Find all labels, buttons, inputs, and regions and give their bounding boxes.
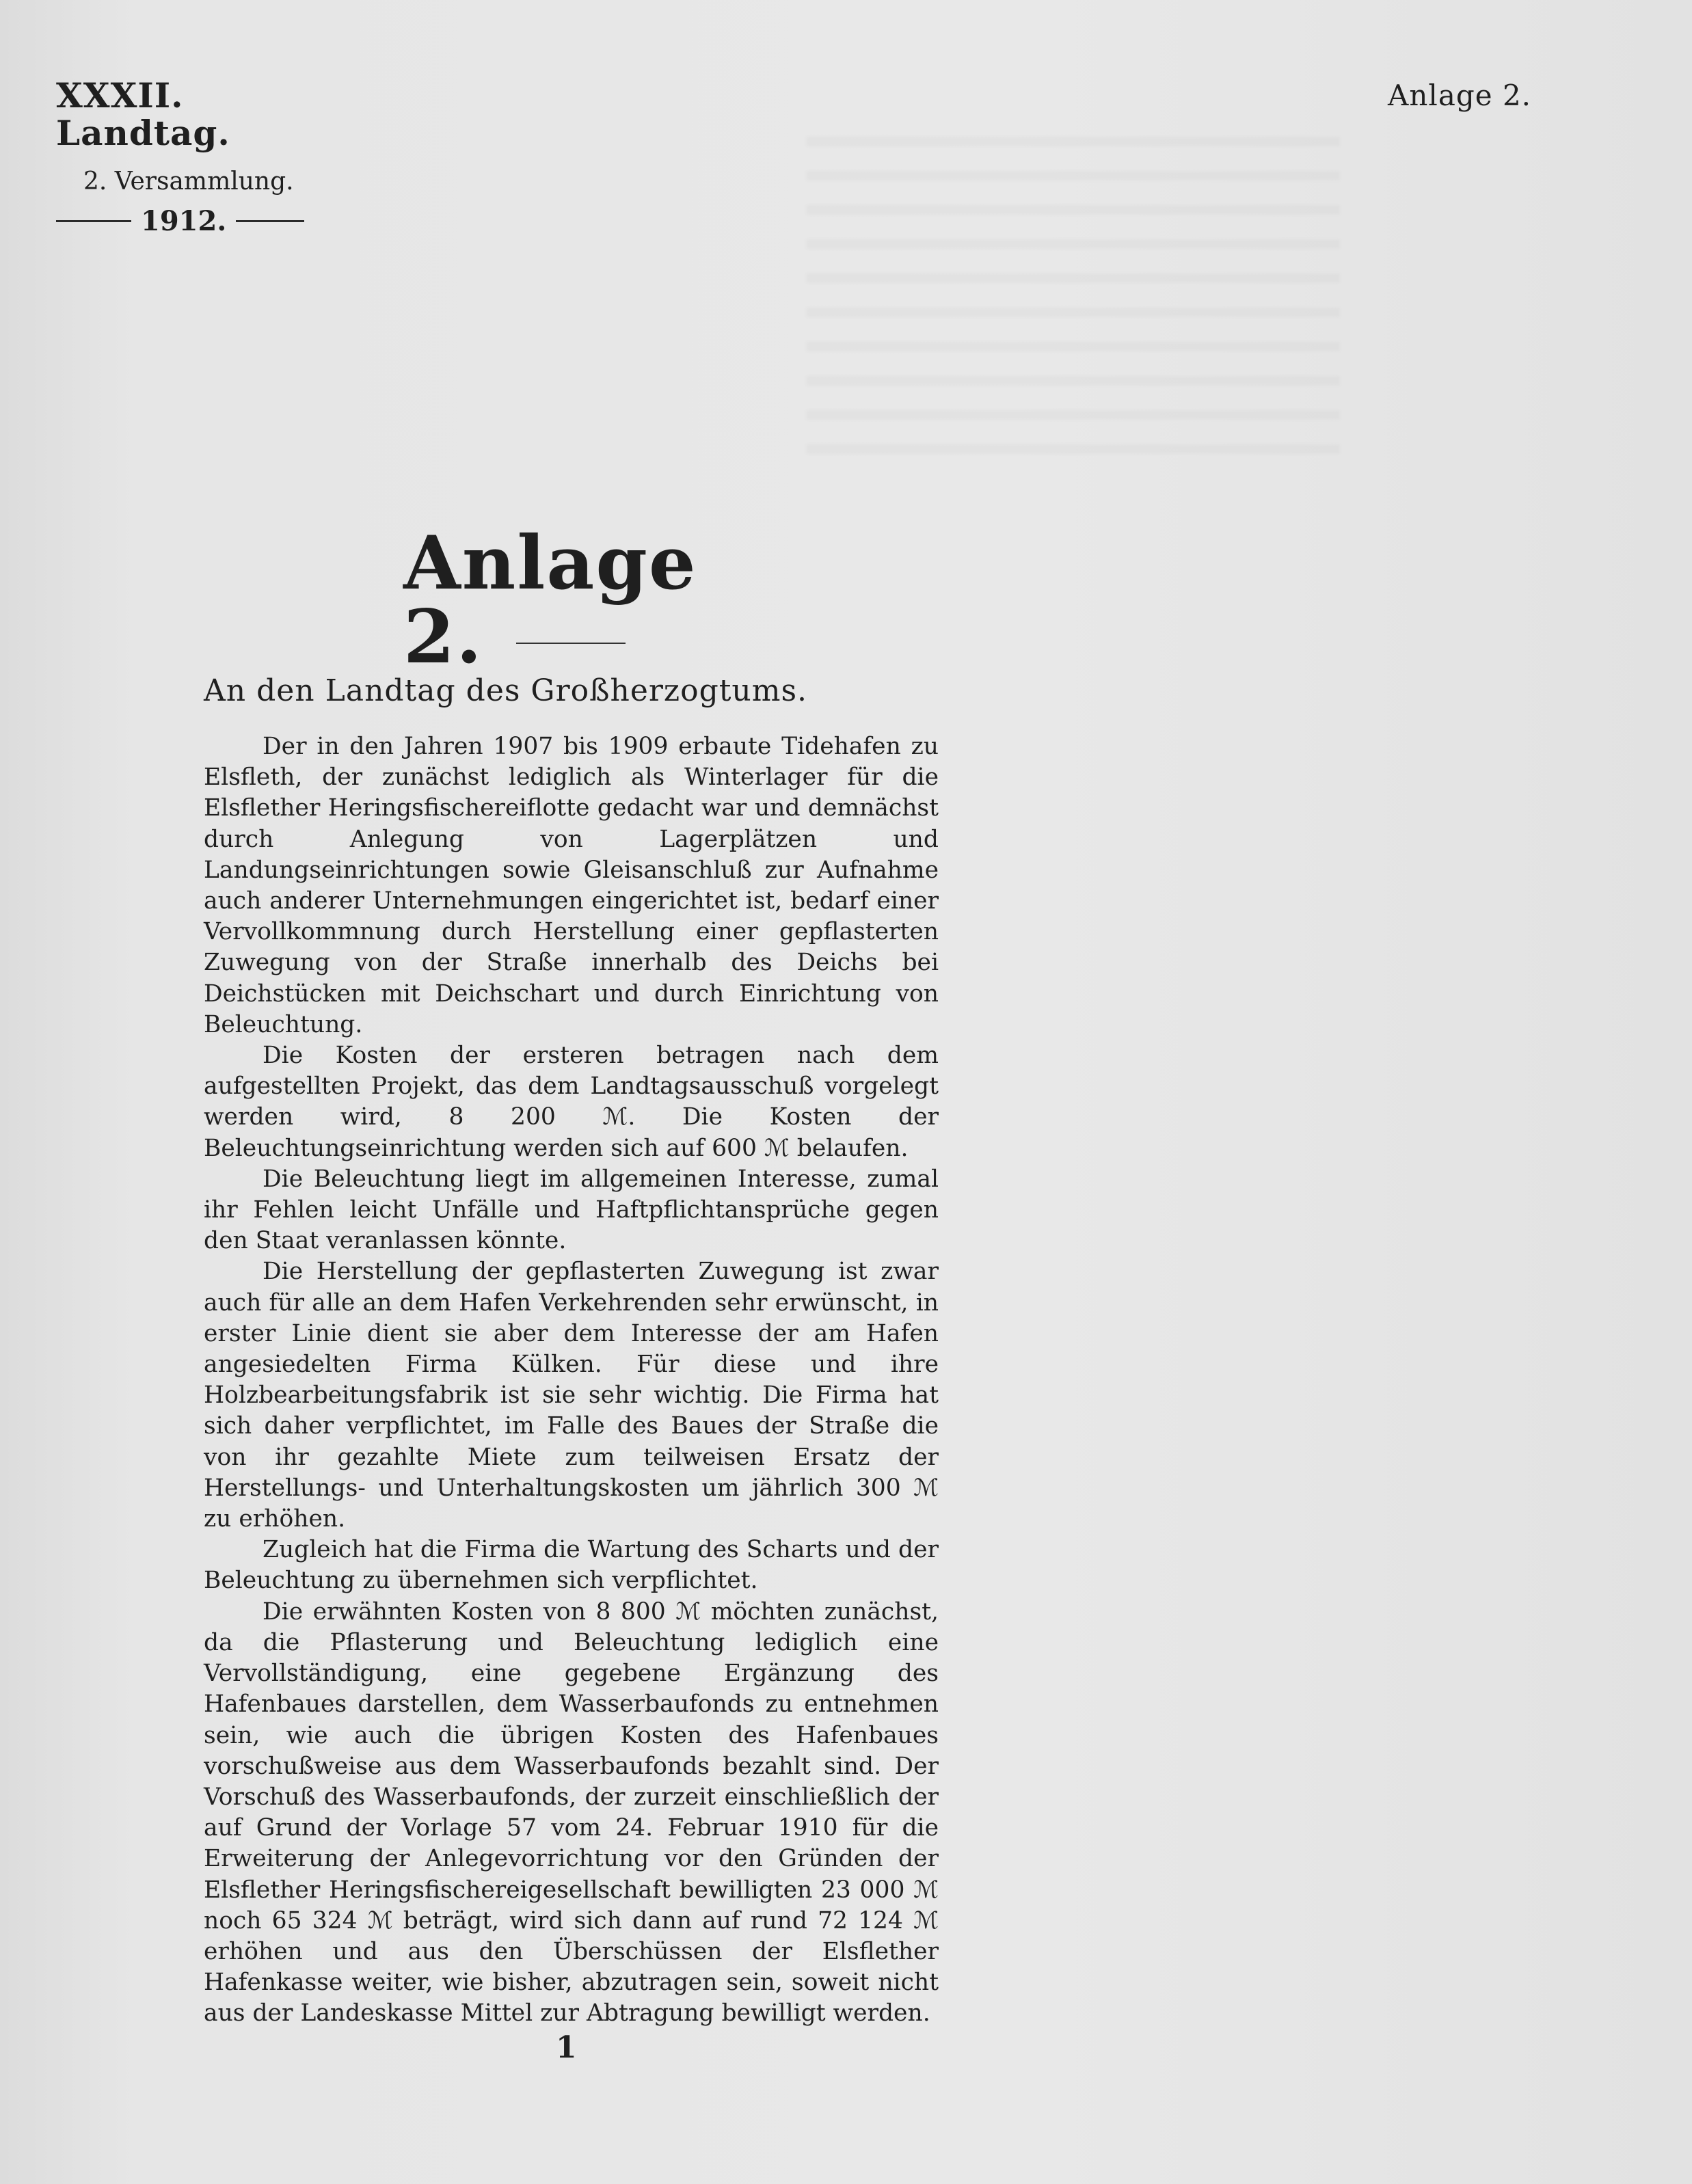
year-dash-left — [56, 220, 131, 222]
session-title: XXXII. Landtag. — [56, 75, 230, 153]
paragraph: Die Beleuchtung liegt im allgemeinen Interesse, zumal ihr Fehlen leicht Unfälle und Haftpflichtansprüche gegen den Staat veranlassen könnte. — [204, 1165, 939, 1255]
body-text — [204, 731, 939, 2030]
paragraph: Der in den Jahren 1907 bis 1909 erbaute Tidehafen zu Elsfleth, der zunächst lediglich als Winterlager für die Elsflether Heringsfischereiflotte gedacht war und demnächst durch Anlegung von Lagerplätzen und Landungseinrichtungen sowie Gleisanschluß zur Aufnahme auch anderer Unternehmungen eingerichtet ist, bedarf einer Vervollkommnung durch Herstellung einer gepflasterten Zuwegung von der Straße innerhalb des Deichs bei Deichstücken mit Deichschart und durch Einrichtung von Beleuchtung. — [204, 733, 939, 1038]
bleed-through-shadow — [807, 137, 1340, 478]
paragraph: Die Herstellung der gepflasterten Zuwegung ist zwar auch für alle an dem Hafen Verkehrenden sehr erwünscht, in erster Linie dient sie aber dem Interesse der am Hafen angesiedelten Firma Külken. Für diese und ihre Holzbearbeitungsfabrik ist sie sehr wichtig. Die Firma hat sich daher verpflichtet, im Falle des Baues der Straße die von ihr gezahlte Miete zum teilweisen Ersatz der Herstellungs- und Unterhaltungskosten um jährlich 300 ℳ zu erhöhen. — [204, 1258, 939, 1533]
session-header — [56, 77, 343, 235]
meeting-label: 2. Versammlung. — [83, 167, 294, 196]
paragraph: Die Kosten der ersteren betragen nach dem aufgestellten Projekt, das dem Landtagsausschuß vorgelegt werden wird, 8 200 ℳ. Die Kosten der Beleuchtungseinrichtung werden sich auf 600 ℳ belaufen. — [204, 1042, 939, 1162]
paragraph: Zugleich hat die Firma die Wartung des Scharts und der Beleuchtung zu übernehmen sich verpflichtet. — [204, 1536, 939, 1595]
document-title: Anlage 2. — [403, 520, 697, 680]
page-number: 1 — [556, 2030, 577, 2065]
title-divider — [516, 643, 626, 644]
running-head-annex: Anlage 2. — [1388, 79, 1532, 112]
year-row — [56, 204, 343, 237]
addressee-line: An den Landtag des Großherzogtums. — [204, 673, 808, 708]
year-label: 1912. — [141, 204, 227, 237]
paragraph: Die erwähnten Kosten von 8 800 ℳ möchten zunächst, da die Pflasterung und Beleuchtung lediglich eine Vervollständigung, eine gegebene Ergänzung des Hafenbaues darstellen, dem Wasserbaufonds zu entnehmen sein, wie auch die übrigen Kosten des Hafenbaues vorschußweise aus dem Wasserbaufonds bezahlt sind. Der Vorschuß des Wasserbaufonds, der zurzeit einschließlich der auf Grund der Vorlage 57 vom 24. Februar 1910 für die Erweiterung der Anlegevorrichtung vor den Gründen der Elsflether Heringsfischereigesellschaft bewilligten 23 000 ℳ noch 65 324 ℳ beträgt, wird sich dann auf rund 72 124 ℳ erhöhen und aus den Überschüssen der Elsflether Hafenkasse weiter, wie bisher, abzutragen sein, soweit nicht aus der Landeskasse Mittel zur Abtragung bewilligt werden. — [204, 1597, 939, 2027]
year-dash-right — [236, 220, 304, 222]
